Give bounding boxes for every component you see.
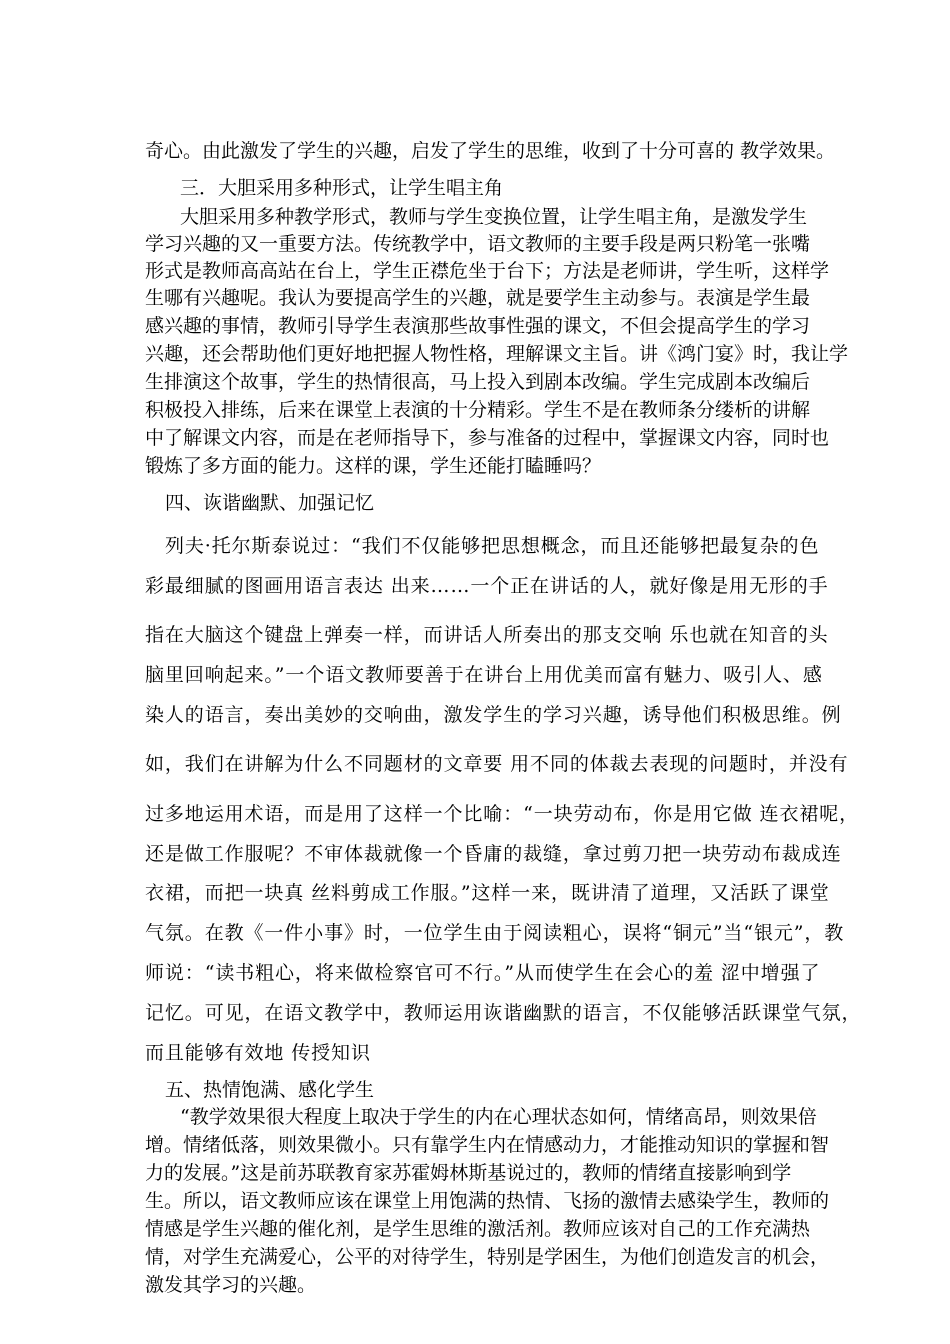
paragraph-line: 中了解课文内容，而是在老师指导下，参与准备的过程中，掌握课文内容，同时也 — [145, 427, 830, 449]
paragraph-line: 脑里回响起来。”一个语文教师要善于在讲台上用优美而富有魅力、吸引人、感 — [145, 664, 823, 686]
paragraph-line: 生。所以，语文教师应该在课堂上用饱满的热情、飞扬的激情去感染学生，教师的 — [145, 1190, 830, 1212]
paragraph-line: 指在大脑这个键盘上弹奏一样，而讲话人所奏出的那支交响 乐也就在知音的头 — [145, 624, 829, 646]
paragraph-line: 衣裙，而把一块真 丝料剪成工作服。”这样一来，既讲清了道理，又活跃了课堂 — [145, 882, 830, 904]
paragraph-line: 形式是教师高高站在台上，学生正襟危坐于台下；方法是老师讲，学生听，这样学 — [145, 260, 830, 282]
paragraph-line: 师说：“读书粗心，将来做检察官可不行。”从而使学生在会心的羞 涩中增强了 — [145, 962, 821, 984]
paragraph-line: 奇心。由此激发了学生的兴趣，启发了学生的思维，收到了十分可喜的 教学效果。 — [145, 140, 836, 162]
paragraph-line: 生排演这个故事，学生的热情很高，马上投入到剧本改编。学生完成剧本改编后 — [145, 371, 811, 393]
paragraph-line: 还是做工作服呢？不审体裁就像一个昏庸的裁缝，拿过剪刀把一块劳动布裁成连 — [145, 843, 842, 865]
paragraph-line: 列夫·托尔斯泰说过：“我们不仅能够把思想概念，而且还能够把最复杂的色 — [165, 535, 820, 557]
paragraph-line: “教学效果很大程度上取决于学生的内在心理状态如何，情绪高昂，则效果倍 — [180, 1106, 817, 1128]
paragraph-line: 力的发展。”这是前苏联教育家苏霍姆林斯基说过的，教师的情绪直接影响到学 — [145, 1162, 792, 1184]
paragraph-line: 气氛。在教《一件小事》时，一位学生由于阅读粗心，误将“铜元”当“银元”，教 — [145, 922, 845, 944]
paragraph-line: 感兴趣的事情，教师引导学生表演那些故事性强的课文，不但会提高学生的学习 — [145, 315, 811, 337]
paragraph-line: 兴趣，还会帮助他们更好地把握人物性格，理解课文主旨。讲《鸿门宴》时，我让学 — [145, 343, 849, 365]
section-heading: 四、诙谐幽默、加强记忆 — [165, 492, 375, 514]
paragraph-line: 如，我们在讲解为什么不同题材的文章要 用不同的体裁去表现的问题时，并没有 — [145, 753, 849, 775]
paragraph-line: 激发其学习的兴趣。 — [145, 1274, 317, 1296]
section-heading: 五、热情饱满、感化学生 — [165, 1079, 375, 1101]
paragraph-line: 记忆。可见，在语文教学中，教师运用诙谐幽默的语言，不仅能够活跃课堂气氛， — [145, 1002, 862, 1024]
paragraph-line: 情感是学生兴趣的催化剂，是学生思维的激活剂。教师应该对自己的工作充满热 — [145, 1218, 811, 1240]
paragraph-line: 增。情绪低落，则效果微小。只有靠学生内在情感动力，才能推动知识的掌握和智 — [145, 1134, 830, 1156]
paragraph-line: 生哪有兴趣呢。我认为要提高学生的兴趣，就是要学生主动参与。表演是学生最 — [145, 287, 811, 309]
paragraph-line: 大胆采用多种教学形式，教师与学生变换位置，让学生唱主角，是激发学生 — [180, 206, 808, 228]
paragraph-line: 染人的语言，奏出美妙的交响曲，激发学生的学习兴趣，诱导他们积极思维。例 — [145, 704, 842, 726]
paragraph-line: 彩最细腻的图画用语言表达 出来……一个正在讲话的人，就好像是用无形的手 — [145, 575, 829, 597]
paragraph-line: 学习兴趣的又一重要方法。传统教学中，语文教师的主要手段是两只粉笔一张嘴 — [145, 233, 811, 255]
paragraph-line: 情，对学生充满爱心，公平的对待学生，特别是学困生，为他们创造发言的机会， — [145, 1246, 830, 1268]
paragraph-line: 锻炼了多方面的能力。这样的课，学生还能打瞌睡吗？ — [145, 455, 602, 477]
paragraph-line: 而且能够有效地 传授知识 — [145, 1042, 371, 1064]
paragraph-line: 积极投入排练，后来在课堂上表演的十分精彩。学生不是在教师条分缕析的讲解 — [145, 399, 811, 421]
paragraph-line: 过多地运用术语，而是用了这样一个比喻：“一块劳动布，你是用它做 连衣裙呢， — [145, 803, 860, 825]
section-heading: 三．大胆采用多种形式，让学生唱主角 — [180, 177, 504, 199]
